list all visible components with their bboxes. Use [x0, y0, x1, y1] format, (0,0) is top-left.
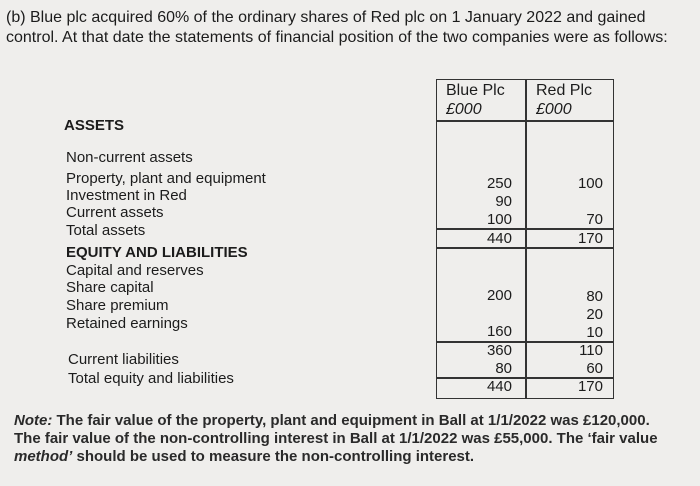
investment-label: Investment in Red — [66, 187, 187, 204]
note-paragraph — [14, 412, 690, 466]
blue-subtotal: 360 — [486, 342, 512, 359]
note-line-1: The fair value of the property, plant and equipment in Ball at 1/1/2022 was £120,000. — [52, 412, 650, 429]
red-plc-header: Red Plc — [536, 82, 593, 99]
share-premium-label: Share premium — [66, 297, 169, 314]
note-line-3-rest: should be used to measure the non-controlling interest. — [72, 448, 475, 465]
red-subtotal: 110 — [579, 342, 603, 359]
equity-liabilities-heading: EQUITY AND LIABILITIES — [66, 244, 248, 261]
blue-share-capital: 200 — [486, 287, 512, 304]
note-line-2: The fair value of the non-controlling interest in Ball at 1/1/2022 was £55,000. The ‘fair value — [14, 430, 658, 447]
blue-current-assets: 100 — [486, 211, 512, 228]
blue-retained-earnings: 160 — [486, 323, 512, 340]
assets-heading: ASSETS — [64, 117, 125, 134]
red-share-capital: 80 — [586, 288, 603, 305]
red-plc-unit: £000 — [536, 101, 572, 118]
ppe-label: Property, plant and equipment — [66, 170, 266, 187]
red-current-liabilities: 60 — [586, 360, 603, 377]
intro-paragraph: (b) Blue plc acquired 60% of the ordinary shares of Red plc on 1 January 2022 and gained control. At that date the statements of financial position of the two companies were as follows: — [6, 9, 668, 46]
column-divider — [525, 79, 527, 399]
red-share-premium: 20 — [586, 306, 603, 323]
capital-reserves-label: Capital and reserves — [66, 262, 204, 279]
blue-current-liabilities: 80 — [495, 360, 512, 377]
blue-total-assets: 440 — [486, 230, 512, 247]
blue-ppe: 250 — [486, 175, 512, 192]
retained-earnings-label: Retained earnings — [66, 315, 188, 332]
note-lead: Note: — [14, 412, 53, 429]
red-retained-earnings: 10 — [586, 324, 603, 341]
note-line-3-quoted: method’ — [14, 448, 73, 465]
blue-total-equity-liabilities: 440 — [486, 378, 512, 395]
total-assets-label: Total assets — [66, 222, 146, 239]
share-capital-label: Share capital — [66, 279, 154, 296]
blue-plc-header: Blue Plc — [446, 82, 505, 99]
total-equity-liabilities-label: Total equity and liabilities — [68, 370, 234, 387]
header-underline — [436, 120, 614, 122]
non-current-assets-label: Non-current assets — [66, 149, 193, 166]
blue-plc-unit: £000 — [446, 101, 482, 118]
red-ppe: 100 — [577, 175, 603, 192]
red-total-equity-liabilities: 170 — [577, 378, 603, 395]
current-liabilities-label: Current liabilities — [68, 351, 179, 368]
current-assets-label: Current assets — [66, 204, 164, 221]
blue-investment: 90 — [495, 193, 512, 210]
red-total-assets: 170 — [577, 230, 603, 247]
red-current-assets: 70 — [586, 211, 603, 228]
